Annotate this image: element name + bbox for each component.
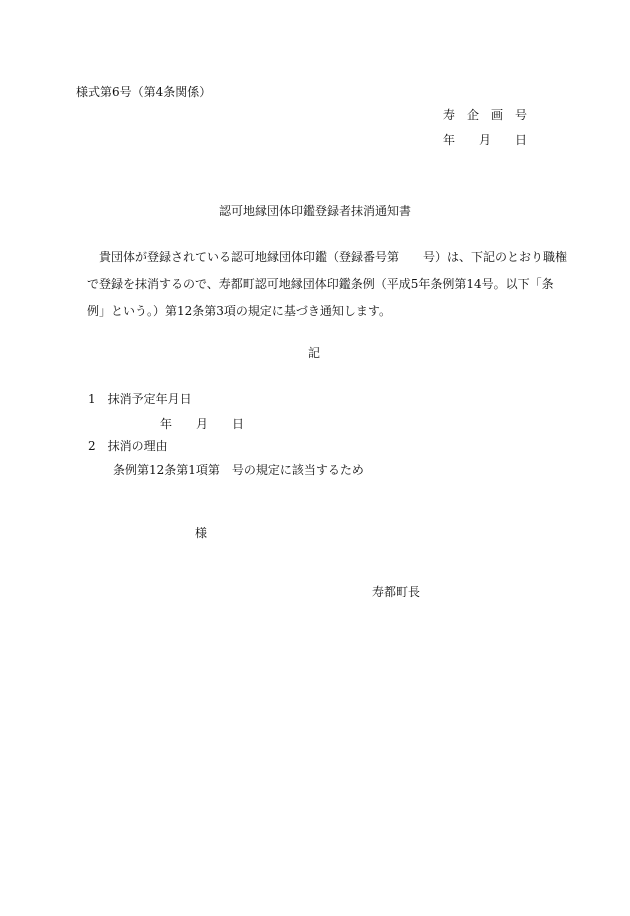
document-date: 年 月 日 bbox=[443, 133, 528, 147]
item-1-label: 1 抹消予定年月日 bbox=[88, 392, 192, 406]
document-title: 認可地縁団体印鑑登録者抹消通知書 bbox=[219, 204, 412, 218]
body-line-1: 貴団体が登録されている認可地縁団体印鑑（登録番号第 号）は、下記のとおり職権 bbox=[99, 250, 568, 264]
addressee-suffix: 様 bbox=[195, 526, 208, 540]
document-number: 寿 企 画 号 bbox=[443, 108, 528, 122]
item-2-value: 条例第12条第1項第 号の規定に該当するため bbox=[113, 463, 364, 477]
body-paragraph bbox=[87, 244, 587, 325]
issuer-name: 寿都町長 bbox=[372, 585, 421, 599]
body-line-2: で登録を抹消するので、寿都町認可地縁団体印鑑条例（平成5年条例第14号。以下「条 bbox=[87, 277, 554, 291]
body-line-3: 例」という。）第12条第3項の規定に基づき通知します。 bbox=[87, 304, 391, 318]
form-number: 様式第6号（第4条関係） bbox=[76, 85, 212, 99]
item-2-label: 2 抹消の理由 bbox=[88, 439, 168, 453]
item-1-value: 年 月 日 bbox=[160, 417, 245, 431]
ki-heading: 記 bbox=[308, 346, 321, 360]
